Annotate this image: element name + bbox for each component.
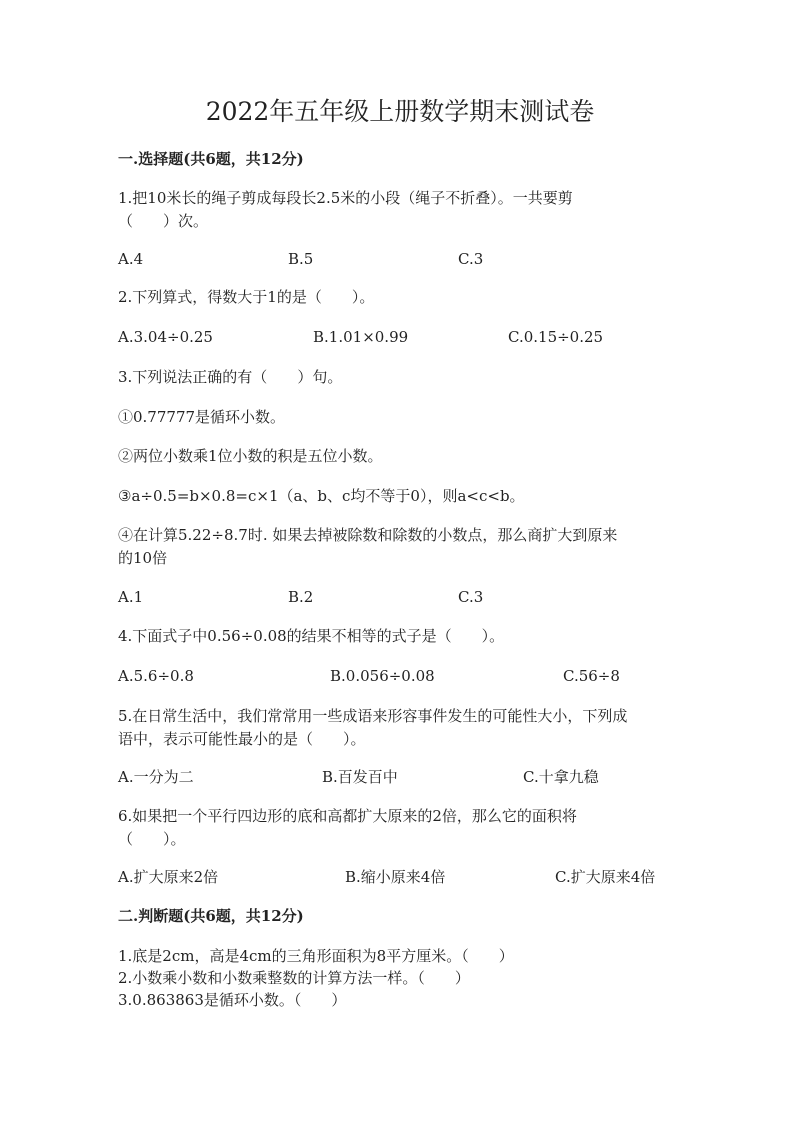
question-5-line-1: 5.在日常生活中，我们常常用一些成语来形容事件发生的可能性大小，下列成 <box>118 707 628 725</box>
question-1-line-2: （ ）次。 <box>118 212 209 230</box>
question-5-option-b: B.百发百中 <box>322 768 398 786</box>
question-3-statement-3: ③a÷0.5=b×0.8=c×1（a、b、c均不等于0），则a<c<b。 <box>118 487 525 505</box>
question-6-option-c: C.扩大原来4倍 <box>555 868 656 886</box>
question-6-option-a: A.扩大原来2倍 <box>118 868 219 886</box>
question-2-option-c: C.0.15÷0.25 <box>508 328 604 346</box>
judge-question-2: 2.小数乘小数和小数乘整数的计算方法一样。（ ） <box>118 969 470 987</box>
question-3-line-1: 3.下列说法正确的有（ ）句。 <box>118 368 343 386</box>
question-1-line-1: 1.把10米长的绳子剪成每段长2.5米的小段（绳子不折叠）。一共要剪 <box>118 189 573 207</box>
page-title: 2022年五年级上册数学期末测试卷 <box>205 97 595 126</box>
question-1-option-b: B.5 <box>288 250 314 268</box>
question-4-option-b: B.0.056÷0.08 <box>330 667 435 685</box>
question-1-option-c: C.3 <box>458 250 484 268</box>
question-3-option-a: A.1 <box>118 588 144 606</box>
question-3-option-c: C.3 <box>458 588 484 606</box>
question-6-option-b: B.缩小原来4倍 <box>345 868 446 886</box>
question-4-option-c: C.56÷8 <box>563 667 620 685</box>
question-2-option-a: A.3.04÷0.25 <box>118 328 213 346</box>
question-2-option-b: B.1.01×0.99 <box>313 328 409 346</box>
question-3-statement-4-line-2: 的10倍 <box>118 549 168 567</box>
question-6-line-1: 6.如果把一个平行四边形的底和高都扩大原来的2倍，那么它的面积将 <box>118 807 577 825</box>
question-1-option-a: A.4 <box>118 250 144 268</box>
section-heading-judge: 二.判断题(共6题，共12分) <box>118 907 304 925</box>
question-3-option-b: B.2 <box>288 588 314 606</box>
question-3-statement-2: ②两位小数乘1位小数的积是五位小数。 <box>118 447 383 465</box>
section-heading-choice: 一.选择题(共6题，共12分) <box>118 150 304 168</box>
question-5-option-a: A.一分为二 <box>118 768 194 786</box>
question-2-line-1: 2.下列算式，得数大于1的是（ ）。 <box>118 288 375 306</box>
judge-question-1: 1.底是2cm，高是4cm的三角形面积为8平方厘米。（ ） <box>118 947 514 965</box>
question-4-line-1: 4.下面式子中0.56÷0.08的结果不相等的式子是（ ）。 <box>118 627 505 645</box>
question-4-option-a: A.5.6÷0.8 <box>118 667 194 685</box>
question-5-line-2: 语中，表示可能性最小的是（ ）。 <box>118 730 366 748</box>
question-5-option-c: C.十拿九稳 <box>523 768 599 786</box>
judge-question-3: 3.0.863863是循环小数。（ ） <box>118 991 347 1009</box>
question-3-statement-1: ①0.77777是循环小数。 <box>118 408 286 426</box>
question-6-line-2: （ ）。 <box>118 830 186 848</box>
question-3-statement-4-line-1: ④在计算5.22÷8.7时. 如果去掉被除数和除数的小数点，那么商扩大到原来 <box>118 526 618 544</box>
